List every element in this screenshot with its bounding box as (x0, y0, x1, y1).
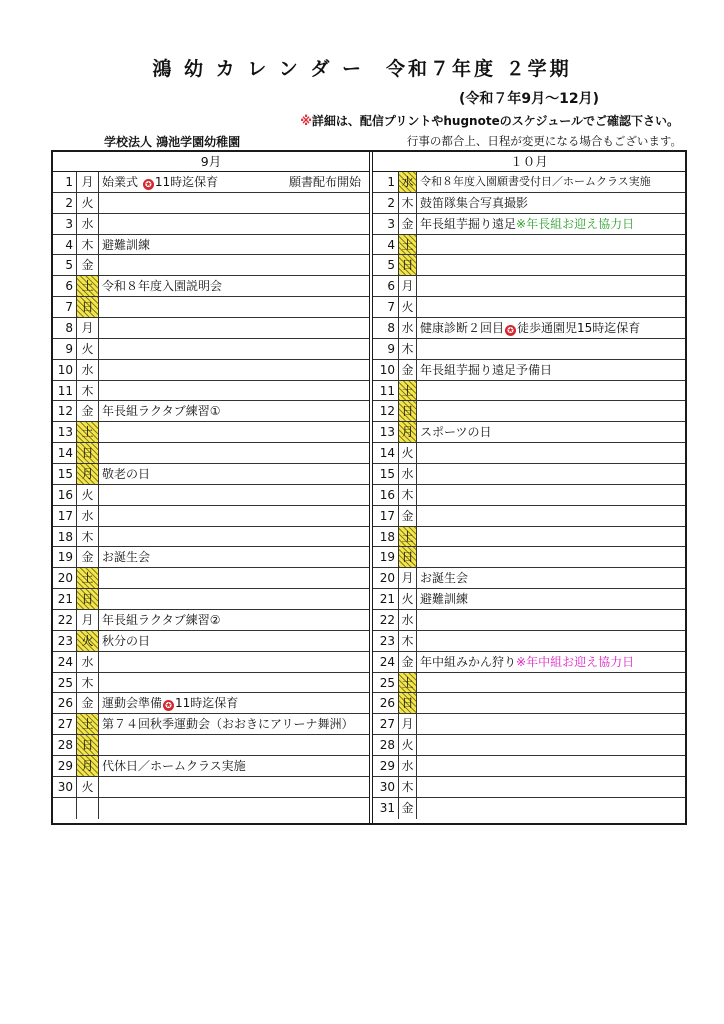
day-number: 21 (373, 589, 399, 609)
day-number: 23 (53, 631, 77, 651)
day-number: 23 (373, 631, 399, 651)
term-period: (令和７年9月～12月) (458, 91, 599, 107)
weekday-cell: 水 (399, 756, 417, 776)
event-cell (99, 235, 369, 255)
calendar-row (53, 610, 369, 631)
weekday-cell: 月 (77, 756, 99, 776)
weekday-cell: 金 (399, 798, 417, 819)
event-text: 代休日／ホームクラス実施 (102, 759, 246, 774)
weekday-cell: 木 (399, 485, 417, 505)
weekday-cell: 金 (399, 506, 417, 526)
day-number: 9 (373, 339, 399, 359)
event-text: 避難訓練 (420, 592, 469, 607)
calendar-row (53, 568, 369, 589)
weekday-cell: 火 (77, 485, 99, 505)
event-cell (99, 798, 369, 819)
event-cell (417, 464, 685, 484)
weekday-cell: 金 (399, 214, 417, 234)
day-number: 30 (373, 777, 399, 797)
day-number: 12 (53, 401, 77, 421)
event-cell (99, 172, 369, 192)
event-text: 避難訓練 (102, 237, 151, 252)
calendar-row (53, 255, 369, 276)
event-cell (417, 673, 685, 693)
weekday-cell: 木 (399, 777, 417, 797)
calendar-row (373, 443, 685, 464)
event-text: 敬老の日 (102, 467, 151, 482)
weekday-cell: 金 (77, 693, 99, 713)
event-text: 年長組ラクタブ練習② (102, 613, 221, 628)
day-number: 7 (53, 297, 77, 317)
event-cell (417, 485, 685, 505)
day-number: 11 (373, 381, 399, 401)
day-number: 29 (53, 756, 77, 776)
weekday-cell: 金 (77, 547, 99, 567)
weekday-cell: 火 (77, 631, 99, 651)
weekday-cell: 月 (77, 610, 99, 630)
event-text: 運動会準備 (102, 696, 163, 711)
day-number: 3 (53, 214, 77, 234)
weekday-cell: 月 (399, 568, 417, 588)
weekday-cell: 日 (399, 693, 417, 713)
day-number: 16 (53, 485, 77, 505)
weekday-cell: 月 (77, 172, 99, 192)
calendar-row (373, 798, 685, 819)
event-cell (417, 172, 685, 192)
weekday-cell: 日 (399, 401, 417, 421)
weekday-cell: 火 (77, 777, 99, 797)
weekday-cell: 月 (77, 464, 99, 484)
event-cell (417, 568, 685, 588)
calendar-row (373, 714, 685, 735)
event-text: 年中組みかん狩り (420, 654, 517, 669)
calendar-row (53, 318, 369, 339)
event-cell (99, 464, 369, 484)
event-cell (417, 527, 685, 547)
day-number: 14 (53, 443, 77, 463)
event-detail: 徒歩通園児15時迄保育 (517, 321, 641, 336)
day-number: 10 (53, 360, 77, 380)
calendar-row (373, 547, 685, 568)
calendar-row (373, 506, 685, 527)
calendar-row (373, 568, 685, 589)
calendar-row (53, 172, 369, 193)
weekday-cell: 日 (399, 255, 417, 275)
weekday-cell: 月 (399, 276, 417, 296)
calendar-row (53, 798, 369, 819)
weekday-cell: 月 (77, 318, 99, 338)
day-number: 22 (373, 610, 399, 630)
weekday-cell: 土 (77, 276, 99, 296)
day-number: 10 (373, 360, 399, 380)
calendar-row (373, 673, 685, 694)
event-cell (417, 610, 685, 630)
event-text: お誕生会 (102, 550, 151, 565)
calendar-row (373, 381, 685, 402)
weekday-cell: 火 (399, 443, 417, 463)
calendar-row (373, 693, 685, 714)
calendar-row (373, 464, 685, 485)
calendar-row (53, 777, 369, 798)
day-number: 25 (53, 673, 77, 693)
event-cell (99, 589, 369, 609)
weekday-cell: 木 (399, 339, 417, 359)
weekday-cell: 日 (77, 297, 99, 317)
event-cell (417, 693, 685, 713)
day-number: 29 (373, 756, 399, 776)
event-cell (417, 506, 685, 526)
event-cell (417, 360, 685, 380)
weekday-cell: 金 (399, 652, 417, 672)
event-cell (99, 485, 369, 505)
day-number: 18 (373, 527, 399, 547)
day-number: 14 (373, 443, 399, 463)
weekday-cell: 土 (399, 673, 417, 693)
weekday-cell: 水 (77, 214, 99, 234)
event-cell (99, 777, 369, 797)
day-number: 28 (373, 735, 399, 755)
day-number: 8 (53, 318, 77, 338)
weekday-cell: 水 (77, 360, 99, 380)
day-number: 24 (53, 652, 77, 672)
event-text: 年長組芋掘り遠足予備日 (420, 362, 553, 377)
weekday-cell: 月 (399, 422, 417, 442)
day-number: 17 (373, 506, 399, 526)
event-cell (99, 297, 369, 317)
calendar-row (53, 401, 369, 422)
weekday-cell: 土 (77, 714, 99, 734)
day-number: 20 (373, 568, 399, 588)
day-number: 6 (53, 276, 77, 296)
calendar-row (373, 255, 685, 276)
weekday-cell: 水 (399, 172, 417, 192)
day-number: 7 (373, 297, 399, 317)
calendar-row (373, 422, 685, 443)
weekday-cell: 火 (399, 297, 417, 317)
weekday-cell: 木 (77, 381, 99, 401)
note-mark: ※ (300, 114, 312, 128)
weekday-cell: 日 (77, 589, 99, 609)
weekday-cell: 金 (77, 401, 99, 421)
day-number: 15 (53, 464, 77, 484)
event-cell (99, 214, 369, 234)
calendar-row (53, 193, 369, 214)
event-cell (99, 652, 369, 672)
weekday-cell: 木 (77, 527, 99, 547)
calendar-row (53, 547, 369, 568)
calendar-row (373, 235, 685, 256)
calendar-row (373, 297, 685, 318)
day-number: 26 (53, 693, 77, 713)
day-number: 1 (373, 172, 399, 192)
calendar-row (53, 381, 369, 402)
day-number: 8 (373, 318, 399, 338)
weekday-cell: 水 (399, 464, 417, 484)
september-rows (53, 172, 369, 819)
day-number: 27 (53, 714, 77, 734)
event-cell (417, 318, 685, 338)
weekday-cell: 火 (399, 589, 417, 609)
day-number: 31 (373, 798, 399, 819)
pickup-cooperation-note: ※年中組お迎え協力日 (516, 654, 635, 669)
event-cell (99, 673, 369, 693)
calendar-row (373, 485, 685, 506)
weekday-cell: 木 (77, 673, 99, 693)
calendar-table (51, 150, 687, 825)
event-cell (417, 401, 685, 421)
weekday-cell: 水 (399, 610, 417, 630)
calendar-row (373, 401, 685, 422)
calendar-row (53, 360, 369, 381)
event-cell (99, 714, 369, 734)
calendar-row (53, 235, 369, 256)
day-number: 2 (53, 193, 77, 213)
weekday-cell: 月 (399, 714, 417, 734)
calendar-row (53, 673, 369, 694)
event-cell (99, 568, 369, 588)
event-cell (417, 381, 685, 401)
calendar-row (53, 422, 369, 443)
calendar-row (53, 652, 369, 673)
day-number: 18 (53, 527, 77, 547)
early-dismissal-icon: ✪ (143, 179, 154, 190)
weekday-cell: 土 (399, 235, 417, 255)
event-text: 健康診断２回目 (420, 321, 505, 336)
weekday-cell: 木 (399, 631, 417, 651)
event-text: 秋分の日 (102, 633, 151, 648)
pickup-cooperation-note: ※年長組お迎え協力日 (516, 216, 635, 231)
event-cell (99, 735, 369, 755)
day-number: 4 (373, 235, 399, 255)
day-number: 11 (53, 381, 77, 401)
day-number: 26 (373, 693, 399, 713)
event-cell (417, 235, 685, 255)
details-note (300, 112, 679, 129)
event-cell (417, 798, 685, 819)
event-cell (99, 443, 369, 463)
event-detail: 11時迄保育 (154, 175, 219, 189)
event-cell (417, 443, 685, 463)
day-number: 5 (373, 255, 399, 275)
event-text: スポーツの日 (420, 425, 492, 440)
weekday-cell: 金 (399, 360, 417, 380)
event-text: 第７４回秋季運動会（おおきにアリーナ舞洲） (102, 717, 354, 732)
weekday-cell: 土 (399, 527, 417, 547)
day-number: 4 (53, 235, 77, 255)
event-text: 年長組芋掘り遠足 (420, 216, 517, 231)
calendar-row (373, 172, 685, 193)
event-text: 鼓笛隊集合写真撮影 (420, 195, 529, 210)
early-dismissal-icon: ✪ (163, 700, 174, 711)
day-number: 30 (53, 777, 77, 797)
calendar-row (53, 756, 369, 777)
calendar-row (373, 193, 685, 214)
day-number: 16 (373, 485, 399, 505)
event-text: 令和８年度入園説明会 (102, 279, 223, 294)
month-header-october: １０月 (373, 152, 685, 172)
calendar-row (53, 714, 369, 735)
weekday-cell (77, 798, 99, 819)
event-cell (417, 631, 685, 651)
event-cell (417, 547, 685, 567)
weekday-cell: 日 (77, 735, 99, 755)
october-rows (373, 172, 685, 819)
calendar-row (53, 276, 369, 297)
weekday-cell: 日 (399, 547, 417, 567)
event-cell (417, 714, 685, 734)
calendar-row (373, 589, 685, 610)
early-dismissal-icon: ✪ (505, 325, 516, 336)
event-cell (417, 652, 685, 672)
event-cell (417, 589, 685, 609)
event-cell (99, 422, 369, 442)
event-cell (417, 339, 685, 359)
october-column (373, 152, 685, 823)
calendar-row (53, 297, 369, 318)
day-number: 5 (53, 255, 77, 275)
calendar-row (53, 589, 369, 610)
day-number: 13 (373, 422, 399, 442)
event-cell (99, 527, 369, 547)
calendar-row (53, 506, 369, 527)
day-number: 20 (53, 568, 77, 588)
calendar-row (373, 360, 685, 381)
event-cell (99, 193, 369, 213)
event-detail: 11時迄保育 (175, 696, 239, 711)
event-text: お誕生会 (420, 571, 469, 586)
event-cell (99, 255, 369, 275)
weekday-cell: 火 (399, 735, 417, 755)
day-number: 9 (53, 339, 77, 359)
day-number: 27 (373, 714, 399, 734)
calendar-row (373, 735, 685, 756)
event-cell (99, 756, 369, 776)
weekday-cell: 木 (77, 235, 99, 255)
calendar-row (53, 693, 369, 714)
calendar-row (373, 527, 685, 548)
day-number: 17 (53, 506, 77, 526)
weekday-cell: 火 (77, 339, 99, 359)
event-cell (99, 381, 369, 401)
event-cell (417, 214, 685, 234)
event-cell (99, 318, 369, 338)
page-title: 鴻 幼 カ レ ン ダ ー 令和７年度 ２学期 (152, 58, 572, 80)
september-column (53, 152, 369, 823)
weekday-cell: 土 (399, 381, 417, 401)
day-number: 2 (373, 193, 399, 213)
event-cell (99, 360, 369, 380)
day-number: 24 (373, 652, 399, 672)
event-cell (417, 422, 685, 442)
day-number: 15 (373, 464, 399, 484)
event-cell (99, 693, 369, 713)
schedule-change-note: 行事の都合上、日程が変更になる場合もございます。 (406, 134, 682, 148)
calendar-row (53, 485, 369, 506)
day-number: 21 (53, 589, 77, 609)
weekday-cell: 火 (77, 193, 99, 213)
event-text: 令和８年度入園願書受付日／ホームクラス実施 (420, 175, 651, 188)
weekday-cell: 水 (77, 652, 99, 672)
day-number: 6 (373, 276, 399, 296)
weekday-cell: 水 (399, 318, 417, 338)
event-cell (417, 255, 685, 275)
day-number: 22 (53, 610, 77, 630)
event-cell (99, 276, 369, 296)
day-number: 19 (53, 547, 77, 567)
weekday-cell: 金 (77, 255, 99, 275)
day-number: 13 (53, 422, 77, 442)
event-cell (99, 547, 369, 567)
event-cell (99, 610, 369, 630)
calendar-row (53, 735, 369, 756)
event-cell (99, 506, 369, 526)
calendar-row (373, 631, 685, 652)
calendar-row (373, 276, 685, 297)
calendar-row (373, 652, 685, 673)
calendar-row (53, 464, 369, 485)
weekday-cell: 水 (77, 506, 99, 526)
day-number: 3 (373, 214, 399, 234)
calendar-row (53, 631, 369, 652)
calendar-row (373, 756, 685, 777)
calendar-row (373, 777, 685, 798)
school-name: 学校法人 鴻池学園幼稚園 (104, 135, 241, 149)
event-right-text: 願書配布開始 (288, 175, 361, 189)
weekday-cell: 土 (77, 568, 99, 588)
event-cell (417, 756, 685, 776)
day-number (53, 798, 77, 819)
event-cell (417, 777, 685, 797)
event-cell (417, 276, 685, 296)
event-text: 始業式 (102, 175, 142, 189)
day-number: 28 (53, 735, 77, 755)
event-cell (417, 735, 685, 755)
calendar-row (53, 339, 369, 360)
weekday-cell: 木 (399, 193, 417, 213)
event-cell (99, 631, 369, 651)
event-cell (99, 401, 369, 421)
day-number: 12 (373, 401, 399, 421)
event-cell (417, 193, 685, 213)
day-number: 25 (373, 673, 399, 693)
calendar-row (53, 443, 369, 464)
calendar-row (373, 610, 685, 631)
day-number: 1 (53, 172, 77, 192)
calendar-row (373, 214, 685, 235)
weekday-cell: 日 (77, 443, 99, 463)
month-header-september: 9月 (53, 152, 369, 172)
calendar-row (53, 214, 369, 235)
event-cell (417, 297, 685, 317)
note-text: 詳細は、配信プリントやhugnoteのスケジュールでご確認下さい。 (311, 114, 679, 128)
event-text: 年長組ラクタブ練習① (102, 404, 221, 419)
calendar-row (373, 318, 685, 339)
calendar-row (373, 339, 685, 360)
day-number: 19 (373, 547, 399, 567)
event-cell (99, 339, 369, 359)
calendar-row (53, 527, 369, 548)
weekday-cell: 土 (77, 422, 99, 442)
